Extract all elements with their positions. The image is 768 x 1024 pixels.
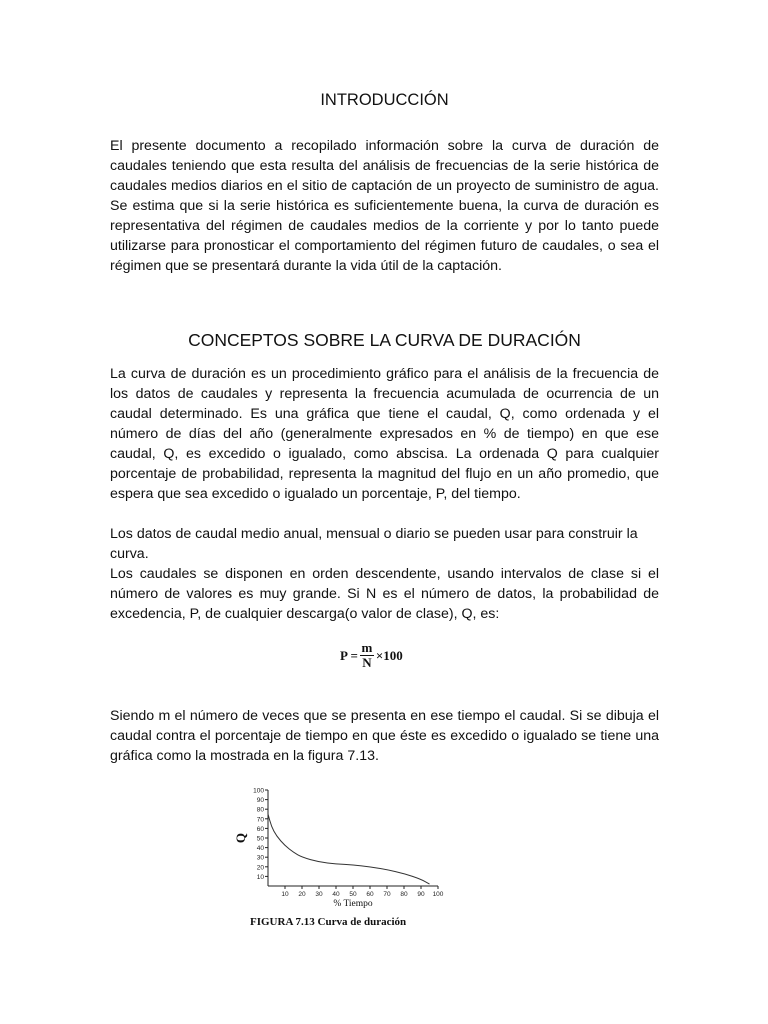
duration-curve-chart <box>228 782 453 914</box>
intro-paragraph: El presente documento a recopilado información sobre la curva de duración de caudales teniendo que esta resulta del análisis de frecuencias de la serie histórica de caudales medios diarios en el sitio de captación de un proyecto de suministro de agua. Se estima que si la serie histórica es suficientemente buena, la curva de duración es representativa del régimen de caudales medios de la corriente y por lo tanto puede utilizarse para pronosticar el comportamiento del régimen futuro de caudales, o sea el régimen que se presentará durante la vida útil de la captación. <box>110 138 659 274</box>
y-tick-label: 80 <box>256 806 264 814</box>
x-axis-title: % Tiempo <box>333 899 373 909</box>
probability-formula <box>340 641 403 670</box>
concept-paragraph: La curva de duración es un procedimiento gráfico para el análisis de la frecuencia de los datos de caudales y representa la frecuencia acumulada de ocurrencia de un caudal determinado. Es una gráfica que tiene el caudal, Q, como ordenada y el número de días del año (generalmente expresados en % de tiempo) en que ese caudal, Q, es excedido o igualado, como abscisa. La ordenada Q para cualquier porcentaje de probabilidad, representa la magnitud del flujo en un año promedio, que espera que sea excedido o igualado un porcentaje, P, del tiempo. <box>110 366 659 502</box>
page-title: INTRODUCCIÓN <box>320 91 449 109</box>
x-tick-label: 10 <box>281 891 289 898</box>
x-tick-label: 100 <box>432 891 444 898</box>
formula-lhs: P = <box>340 647 358 663</box>
section-heading: CONCEPTOS SOBRE LA CURVA DE DURACIÓN <box>188 330 581 350</box>
x-tick-label: 50 <box>349 891 357 898</box>
x-tick-label: 80 <box>400 891 408 898</box>
formula-rhs: ×100 <box>375 647 403 663</box>
x-tick-label: 40 <box>332 891 340 898</box>
y-axis-title: Q <box>233 832 248 844</box>
formula-denominator: N <box>362 655 372 670</box>
formula-numerator: m <box>361 640 373 655</box>
y-tick-label: 100 <box>253 787 264 795</box>
duration-curve-line <box>268 814 430 884</box>
x-tick-label: 70 <box>383 891 391 898</box>
data-paragraph: Los datos de caudal medio anual, mensual o diario se pueden usar para construir la curva. <box>110 526 638 562</box>
x-tick-label: 30 <box>315 891 323 898</box>
x-tick-label: 90 <box>417 891 425 898</box>
order-paragraph: Los caudales se disponen en orden descendente, usando intervalos de clase si el número de valores es muy grande. Si N es el número de datos, la probabilidad de excedencia, P, de cualquier descarga(o valor de clase), Q, es: <box>110 566 659 622</box>
y-tick-label: 40 <box>256 845 264 853</box>
y-tick-label: 50 <box>256 835 264 843</box>
after-formula-paragraph: Siendo m el número de veces que se presenta en ese tiempo el caudal. Si se dibuja el caudal contra el porcentaje de tiempo en que éste es excedido o igualado se tiene una gráfica como la mostrada en la figura 7.13. <box>110 708 659 764</box>
x-tick-label: 60 <box>366 891 374 898</box>
y-tick-label: 30 <box>256 854 264 862</box>
y-tick-label: 70 <box>256 816 264 824</box>
y-tick-label: 90 <box>256 797 264 805</box>
x-tick-label: 20 <box>298 891 306 898</box>
y-tick-label: 10 <box>256 873 264 881</box>
duration-curve-figure <box>228 782 453 932</box>
figure-caption: FIGURA 7.13 Curva de duración <box>250 916 407 928</box>
formula-fraction <box>360 641 374 670</box>
y-tick-label: 60 <box>256 825 264 833</box>
y-tick-label: 20 <box>256 864 264 872</box>
